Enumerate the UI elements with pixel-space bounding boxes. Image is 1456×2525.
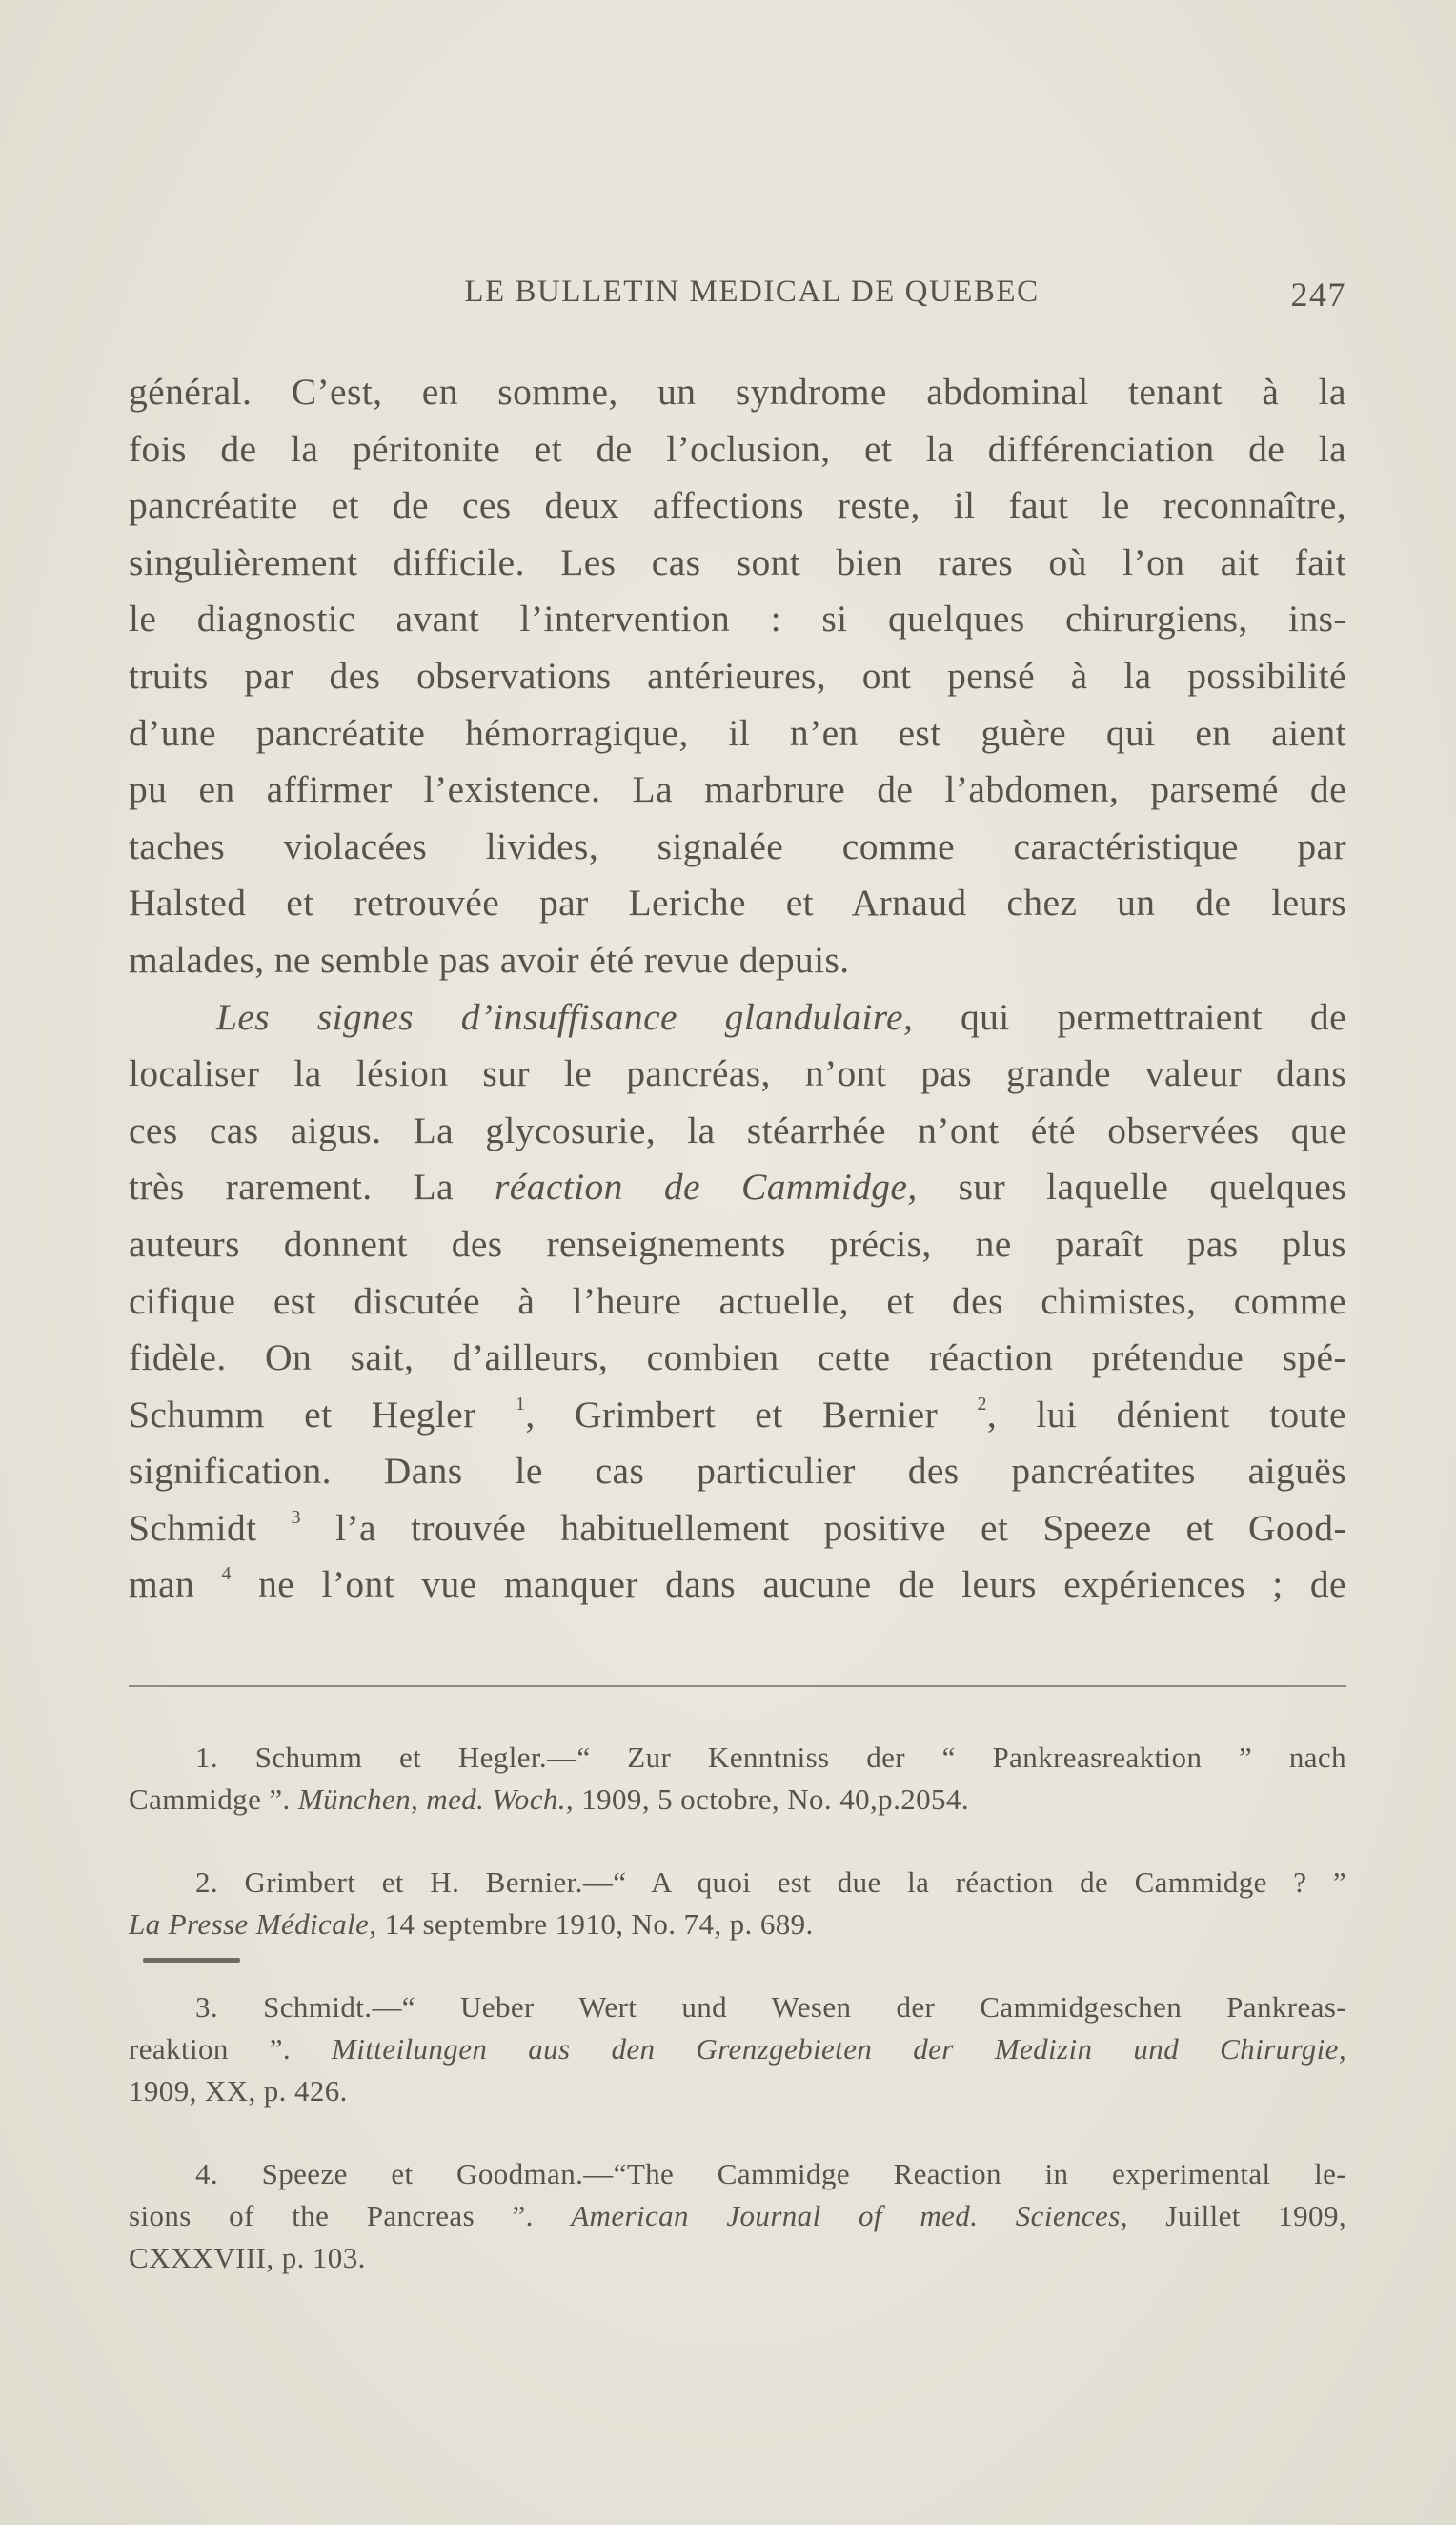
footnote-ref[interactable]: 4 bbox=[221, 1563, 232, 1585]
italic-phrase: Les signes d’insuffisance glandulaire, bbox=[216, 995, 914, 1038]
footnote-1 bbox=[129, 1737, 1346, 1821]
italic-phrase: American Journal of med. Sciences, bbox=[571, 2199, 1128, 2232]
italic-phrase: réaction de Cammidge, bbox=[495, 1166, 918, 1209]
text-line: pancréatite et de ces deux affections reste, il faut le reconnaître, bbox=[129, 484, 1346, 527]
text-segment: Schmidt bbox=[129, 1506, 292, 1549]
text-line: localiser la lésion sur le pancréas, n’ont pas grande valeur dans bbox=[129, 1052, 1346, 1095]
text-segment: , Grimbert et Bernier bbox=[525, 1393, 978, 1436]
text-segment: ne l’ont vue manquer dans aucune de leurs expériences ; de bbox=[231, 1563, 1346, 1606]
footnote-4 bbox=[129, 2153, 1346, 2279]
text-line: le diagnostic avant l’intervention : si quelques chirurgiens, ins- bbox=[129, 598, 1346, 641]
text-line: taches violacées livides, signalée comme caractéristique par bbox=[129, 825, 1346, 867]
text-line: fois de la péritonite et de l’oclusion, et la différenciation de la bbox=[129, 427, 1346, 470]
text-segment: 1909, 5 octobre, No. 40,p.2054. bbox=[574, 1782, 969, 1816]
footnotes bbox=[129, 1737, 1346, 2320]
text-line bbox=[129, 2195, 1346, 2237]
text-line: fidèle. On sait, d’ailleurs, combien cette réaction prétendue spé- bbox=[129, 1336, 1346, 1379]
text-segment: sur laquelle quelques bbox=[917, 1166, 1346, 1209]
text-line: cifique est discutée à l’heure actuelle, et des chimistes, comme bbox=[129, 1279, 1346, 1322]
text-segment: très rarement. La bbox=[129, 1166, 495, 1209]
text-line: pu en affirmer l’existence. La marbrure de l’abdomen, parsemé de bbox=[129, 768, 1346, 811]
body-text bbox=[129, 364, 1346, 1614]
text-segment: reaktion ”. bbox=[129, 2032, 333, 2066]
text-segment: Cammidge ”. bbox=[129, 1782, 298, 1816]
italic-phrase: München, med. Woch., bbox=[297, 1782, 575, 1816]
text-line: ces cas aigus. La glycosurie, la stéarrhée n’ont été observées que bbox=[129, 1109, 1346, 1151]
text-segment: Juillet 1909, bbox=[1127, 2199, 1346, 2232]
text-line: auteurs donnent des renseignements précis, ne paraît pas plus bbox=[129, 1222, 1346, 1265]
text-segment: Schumm et Hegler bbox=[129, 1393, 516, 1436]
text-line bbox=[129, 1387, 1346, 1444]
text-line: malades, ne semble pas avoir été revue depuis. bbox=[129, 938, 850, 981]
italic-phrase: Mitteilungen aus den Grenzgebieten der Medizin und Chirurgie, bbox=[332, 2032, 1346, 2066]
text-line: signification. Dans le cas particulier des pancréatites aiguës bbox=[129, 1450, 1346, 1493]
text-segment: man bbox=[129, 1563, 222, 1606]
text-segment: qui permettraient de bbox=[913, 995, 1347, 1038]
text-line: 3. Schmidt.—“ Ueber Wert und Wesen der Cammidgeschen Pankreas- bbox=[195, 1990, 1346, 2024]
text-segment: l’a trouvée habituellement positive et Speeze et Good- bbox=[300, 1506, 1346, 1549]
footnote-ref[interactable]: 3 bbox=[291, 1506, 301, 1528]
running-title: LE BULLETIN MEDICAL DE QUEBEC bbox=[464, 275, 1040, 309]
text-line bbox=[129, 1500, 1346, 1558]
text-segment: sions of the Pancreas ”. bbox=[129, 2199, 572, 2232]
footnote-2 bbox=[129, 1862, 1346, 1945]
text-line: Halsted et retrouvée par Leriche et Arnaud chez un de leurs bbox=[129, 882, 1346, 925]
text-line bbox=[129, 1159, 1346, 1216]
footnote-divider bbox=[129, 1685, 1346, 1687]
text-line: 1. Schumm et Hegler.—“ Zur Kenntniss der “ Pankreasreaktion ” nach bbox=[195, 1741, 1346, 1774]
text-line bbox=[129, 989, 1346, 1047]
page-number: 247 bbox=[1290, 275, 1346, 314]
text-line bbox=[129, 1904, 1346, 1945]
text-line: général. C’est, en somme, un syndrome abdominal tenant à la bbox=[129, 371, 1346, 413]
running-header bbox=[129, 275, 1346, 322]
text-segment: , lui dénient toute bbox=[986, 1393, 1346, 1436]
text-line bbox=[129, 2028, 1346, 2070]
text-line: 2. Grimbert et H. Bernier.—“ A quoi est due la réaction de Cammidge ? ” bbox=[195, 1865, 1346, 1899]
text-line: truits par des observations antérieures, ont pensé à la possibilité bbox=[129, 654, 1346, 697]
text-line: d’une pancréatite hémorragique, il n’en est guère qui en aient bbox=[129, 711, 1346, 754]
text-line: CXXXVIII, p. 103. bbox=[129, 2241, 366, 2274]
footnote-ref[interactable]: 2 bbox=[977, 1393, 987, 1415]
text-line: 4. Speeze et Goodman.—“The Cammidge Reaction in experimental le- bbox=[195, 2157, 1346, 2190]
text-segment: 14 septembre 1910, No. 74, p. 689. bbox=[376, 1907, 814, 1941]
footnote-3 bbox=[129, 1986, 1346, 2112]
text-line bbox=[129, 1779, 1346, 1821]
text-line: singulièrement difficile. Les cas sont bien rares où l’on ait fait bbox=[129, 540, 1346, 583]
text-line: 1909, XX, p. 426. bbox=[129, 2074, 348, 2108]
text-line bbox=[129, 1557, 1346, 1614]
italic-phrase: La Presse Médicale, bbox=[129, 1907, 377, 1941]
footnote-ref[interactable]: 1 bbox=[515, 1393, 526, 1415]
